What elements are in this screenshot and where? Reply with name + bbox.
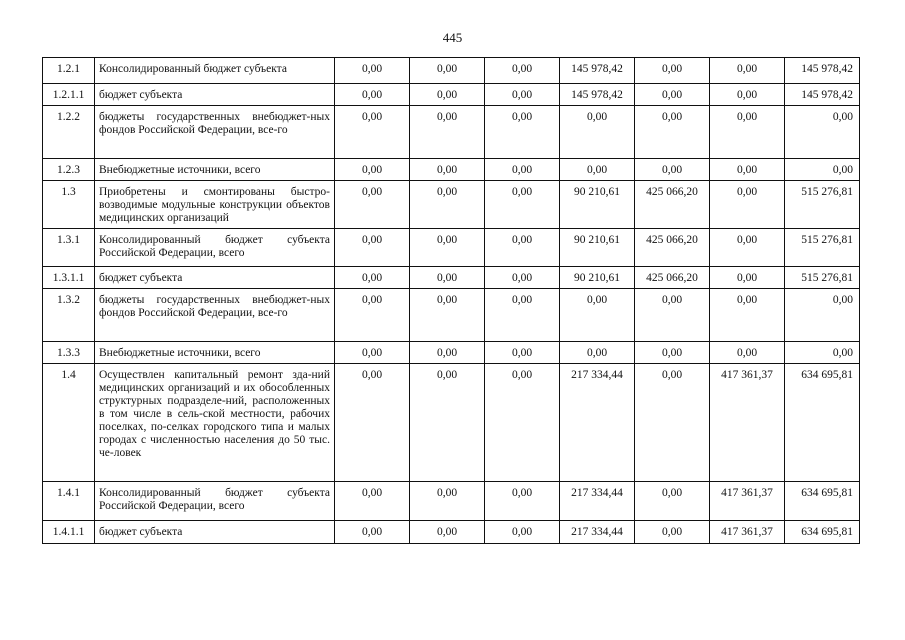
- row-description: Консолидированный бюджет субъекта Российской Федерации, всего: [95, 482, 335, 521]
- row-value-7: 145 978,42: [785, 84, 860, 106]
- row-value-5: 425 066,20: [635, 229, 710, 267]
- row-value-2: 0,00: [410, 229, 485, 267]
- row-value-1: 0,00: [335, 342, 410, 364]
- table-row: [43, 342, 860, 364]
- row-description: бюджет субъекта: [95, 84, 335, 106]
- table-row: [43, 58, 860, 84]
- row-description: Консолидированный бюджет субъекта Российской Федерации, всего: [95, 229, 335, 267]
- row-value-3: 0,00: [485, 521, 560, 544]
- row-description: Консолидированный бюджет субъекта: [95, 58, 335, 84]
- row-value-6: 417 361,37: [710, 364, 785, 482]
- row-value-6: 0,00: [710, 106, 785, 159]
- table-row: [43, 267, 860, 289]
- row-value-2: 0,00: [410, 106, 485, 159]
- row-description: Осуществлен капитальный ремонт зда-ний медицинских организаций и их обособленных структурных подразделе-ний, расположенных в том числе в сель-ской местности, рабочих поселках, по-селках городского типа и малых городах с численностью населения до 50 тыс. че-ловек: [95, 364, 335, 482]
- row-value-2: 0,00: [410, 521, 485, 544]
- row-description: Внебюджетные источники, всего: [95, 342, 335, 364]
- row-value-3: 0,00: [485, 106, 560, 159]
- row-value-6: 417 361,37: [710, 482, 785, 521]
- row-description: Внебюджетные источники, всего: [95, 159, 335, 181]
- row-value-5: 425 066,20: [635, 267, 710, 289]
- row-value-6: 0,00: [710, 159, 785, 181]
- row-code: 1.2.2: [43, 106, 95, 159]
- row-value-3: 0,00: [485, 159, 560, 181]
- row-value-3: 0,00: [485, 482, 560, 521]
- row-value-4: 0,00: [560, 159, 635, 181]
- row-value-3: 0,00: [485, 229, 560, 267]
- row-value-5: 0,00: [635, 159, 710, 181]
- row-value-4: 217 334,44: [560, 521, 635, 544]
- row-value-5: 0,00: [635, 84, 710, 106]
- row-code: 1.4.1.1: [43, 521, 95, 544]
- row-code: 1.4: [43, 364, 95, 482]
- row-value-3: 0,00: [485, 58, 560, 84]
- row-value-6: 0,00: [710, 84, 785, 106]
- row-description: бюджеты государственных внебюджет-ных фондов Российской Федерации, все-го: [95, 106, 335, 159]
- row-value-5: 0,00: [635, 521, 710, 544]
- row-value-6: 0,00: [710, 342, 785, 364]
- row-value-6: 0,00: [710, 289, 785, 342]
- row-value-6: 0,00: [710, 58, 785, 84]
- row-value-7: 0,00: [785, 159, 860, 181]
- row-value-3: 0,00: [485, 84, 560, 106]
- table-row: [43, 106, 860, 159]
- row-code: 1.2.1: [43, 58, 95, 84]
- table-row: [43, 181, 860, 229]
- row-value-1: 0,00: [335, 181, 410, 229]
- row-value-1: 0,00: [335, 229, 410, 267]
- row-value-1: 0,00: [335, 364, 410, 482]
- table-row: [43, 521, 860, 544]
- row-value-5: 0,00: [635, 342, 710, 364]
- row-value-4: 0,00: [560, 342, 635, 364]
- budget-table: [42, 57, 860, 544]
- row-value-4: 217 334,44: [560, 364, 635, 482]
- row-value-2: 0,00: [410, 342, 485, 364]
- row-code: 1.3.2: [43, 289, 95, 342]
- row-value-3: 0,00: [485, 364, 560, 482]
- row-value-1: 0,00: [335, 482, 410, 521]
- row-value-2: 0,00: [410, 267, 485, 289]
- row-value-4: 217 334,44: [560, 482, 635, 521]
- table-row: [43, 289, 860, 342]
- row-value-4: 145 978,42: [560, 58, 635, 84]
- row-value-7: 515 276,81: [785, 267, 860, 289]
- table-row: [43, 364, 860, 482]
- row-code: 1.3.3: [43, 342, 95, 364]
- row-value-7: 634 695,81: [785, 364, 860, 482]
- row-value-7: 0,00: [785, 289, 860, 342]
- row-value-2: 0,00: [410, 58, 485, 84]
- row-value-5: 0,00: [635, 289, 710, 342]
- row-value-7: 0,00: [785, 342, 860, 364]
- row-value-4: 0,00: [560, 289, 635, 342]
- row-value-3: 0,00: [485, 181, 560, 229]
- row-code: 1.3.1.1: [43, 267, 95, 289]
- row-value-7: 634 695,81: [785, 521, 860, 544]
- table-row: [43, 84, 860, 106]
- row-value-2: 0,00: [410, 482, 485, 521]
- row-value-3: 0,00: [485, 289, 560, 342]
- row-value-4: 145 978,42: [560, 84, 635, 106]
- row-value-1: 0,00: [335, 267, 410, 289]
- row-value-4: 90 210,61: [560, 267, 635, 289]
- row-value-1: 0,00: [335, 106, 410, 159]
- row-value-1: 0,00: [335, 58, 410, 84]
- page-number: 445: [442, 30, 463, 45]
- row-description: Приобретены и смонтированы быстро-возводимые модульные конструкции объектов медицинских организаций: [95, 181, 335, 229]
- row-value-7: 634 695,81: [785, 482, 860, 521]
- row-value-2: 0,00: [410, 289, 485, 342]
- row-value-6: 417 361,37: [710, 521, 785, 544]
- row-description: бюджет субъекта: [95, 521, 335, 544]
- row-value-4: 0,00: [560, 106, 635, 159]
- table-row: [43, 229, 860, 267]
- row-description: бюджет субъекта: [95, 267, 335, 289]
- row-value-7: 145 978,42: [785, 58, 860, 84]
- row-code: 1.3: [43, 181, 95, 229]
- row-value-5: 425 066,20: [635, 181, 710, 229]
- row-value-5: 0,00: [635, 58, 710, 84]
- row-value-2: 0,00: [410, 181, 485, 229]
- row-value-4: 90 210,61: [560, 229, 635, 267]
- row-value-6: 0,00: [710, 267, 785, 289]
- table-row: [43, 159, 860, 181]
- row-value-5: 0,00: [635, 482, 710, 521]
- row-value-5: 0,00: [635, 106, 710, 159]
- row-value-1: 0,00: [335, 84, 410, 106]
- row-description: бюджеты государственных внебюджет-ных фондов Российской Федерации, все-го: [95, 289, 335, 342]
- row-value-1: 0,00: [335, 159, 410, 181]
- row-value-2: 0,00: [410, 84, 485, 106]
- row-value-1: 0,00: [335, 521, 410, 544]
- row-value-7: 0,00: [785, 106, 860, 159]
- row-code: 1.4.1: [43, 482, 95, 521]
- row-value-6: 0,00: [710, 181, 785, 229]
- row-code: 1.3.1: [43, 229, 95, 267]
- row-value-7: 515 276,81: [785, 229, 860, 267]
- row-code: 1.2.1.1: [43, 84, 95, 106]
- table-row: [43, 482, 860, 521]
- row-value-2: 0,00: [410, 159, 485, 181]
- row-value-4: 90 210,61: [560, 181, 635, 229]
- row-value-6: 0,00: [710, 229, 785, 267]
- row-code: 1.2.3: [43, 159, 95, 181]
- row-value-3: 0,00: [485, 342, 560, 364]
- row-value-3: 0,00: [485, 267, 560, 289]
- row-value-1: 0,00: [335, 289, 410, 342]
- row-value-5: 0,00: [635, 364, 710, 482]
- row-value-7: 515 276,81: [785, 181, 860, 229]
- row-value-2: 0,00: [410, 364, 485, 482]
